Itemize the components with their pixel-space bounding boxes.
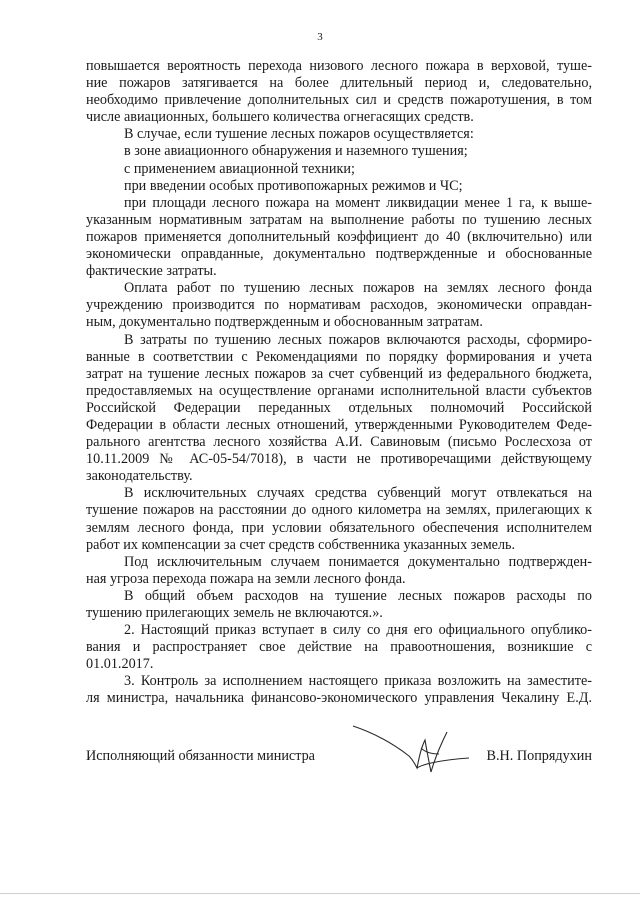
text-line: при площади лесного пожара на момент ликвидации менее 1 га, к выше- [124, 194, 592, 211]
text-line: затрат на тушение лесных пожаров за счет субвенций из федерального бюджета, [86, 365, 592, 382]
text-line: вания и распространяет свое действие на правоотношения, возникшие с [86, 639, 592, 656]
page-number: 3 [317, 31, 323, 43]
text-line: предоставляемых на осуществление органами исполнительной власти субъектов [86, 382, 592, 399]
text-line: числе авиационных, большего количества огнегасящих средств. [86, 109, 474, 126]
text-line: 3. Контроль за исполнением настоящего приказа возложить на заместите- [124, 673, 592, 690]
text-line: В исключительных случаях средства субвенций могут отвлекаться на [124, 485, 592, 502]
text-line: ным, документально подтвержденным и обоснованным затратам. [86, 314, 483, 331]
text-line: ля министра, начальника финансово-экономического управления Чекалину Е.Д. [86, 690, 592, 707]
text-line: Российской Федерации переданных отдельных полномочий Российской [86, 399, 592, 416]
text-line: законодательству. [86, 468, 193, 485]
text-line: Под исключительным случаем понимается документально подтвержден- [124, 553, 592, 570]
text-line: ная угроза перехода пожара на земли лесного фонда. [86, 570, 406, 587]
document-body [86, 58, 592, 708]
text-line: В затраты по тушению лесных пожаров включаются расходы, сформиро- [124, 331, 592, 348]
text-line: В случае, если тушение лесных пожаров осуществляется: [124, 126, 474, 143]
text-line: 01.01.2017. [86, 656, 154, 673]
text-line: при введении особых противопожарных режимов и ЧС; [124, 177, 463, 194]
signature-block [86, 748, 592, 778]
page-bottom-rule [0, 893, 640, 894]
text-line: 10.11.2009 № АС-05-54/7018), в части не противоречащими действующему [86, 451, 592, 468]
text-line: необходимо привлечение дополнительных сил и средств пожаротушения, в том [86, 92, 592, 109]
text-line: указанным нормативным затратам на выполнение работы по тушению лесных [86, 211, 592, 228]
text-line: рального агентства лесного хозяйства А.И. Савиновым (письмо Рослесхоза от [86, 434, 592, 451]
text-line: ванные в соответствии с Рекомендациями по порядку формирования и учета [86, 348, 592, 365]
text-line: работ их компенсации за счет средств собственника указанных земель. [86, 536, 516, 553]
text-line: с применением авиационной техники; [124, 160, 355, 177]
text-line: ние пожаров затягивается на более длительный период и, следовательно, [86, 75, 592, 92]
text-line: землям лесного фонда, при условии обязательного обеспечения исполнителем [86, 519, 592, 536]
text-line: учреждению производится по нормативам расходов, экономически оправдан- [86, 297, 592, 314]
text-line: Оплата работ по тушению лесных пожаров на землях лесного фонда [124, 280, 592, 297]
text-line: пожаров применяется дополнительный коэффициент до 40 (включительно) или [86, 228, 592, 245]
text-line: в зоне авиационного обнаружения и наземного тушения; [124, 143, 468, 160]
text-line: экономически оправданные, документально подтвержденные и обоснованные [86, 246, 592, 263]
signatory-title: Исполняющий обязанности министра [86, 748, 315, 764]
signatory-name: В.Н. Попрядухин [486, 748, 592, 764]
text-line: тушению прилегающих земель не включаются.». [86, 605, 383, 621]
text-line: 2. Настоящий приказ вступает в силу со дня его официального опублико- [124, 622, 592, 639]
text-line: В общий объем расходов на тушение лесных пожаров расходы по [124, 587, 592, 604]
text-line: тушение пожаров на расстоянии до одного километра на землях, прилегающих к [86, 502, 592, 519]
handwritten-signature [351, 718, 471, 778]
text-line: Федерации в области лесных отношений, утвержденными Руководителем Феде- [86, 416, 592, 433]
text-line: фактические затраты. [86, 263, 217, 280]
text-line: повышается вероятность перехода низового лесного пожара в верховой, туше- [86, 58, 592, 74]
